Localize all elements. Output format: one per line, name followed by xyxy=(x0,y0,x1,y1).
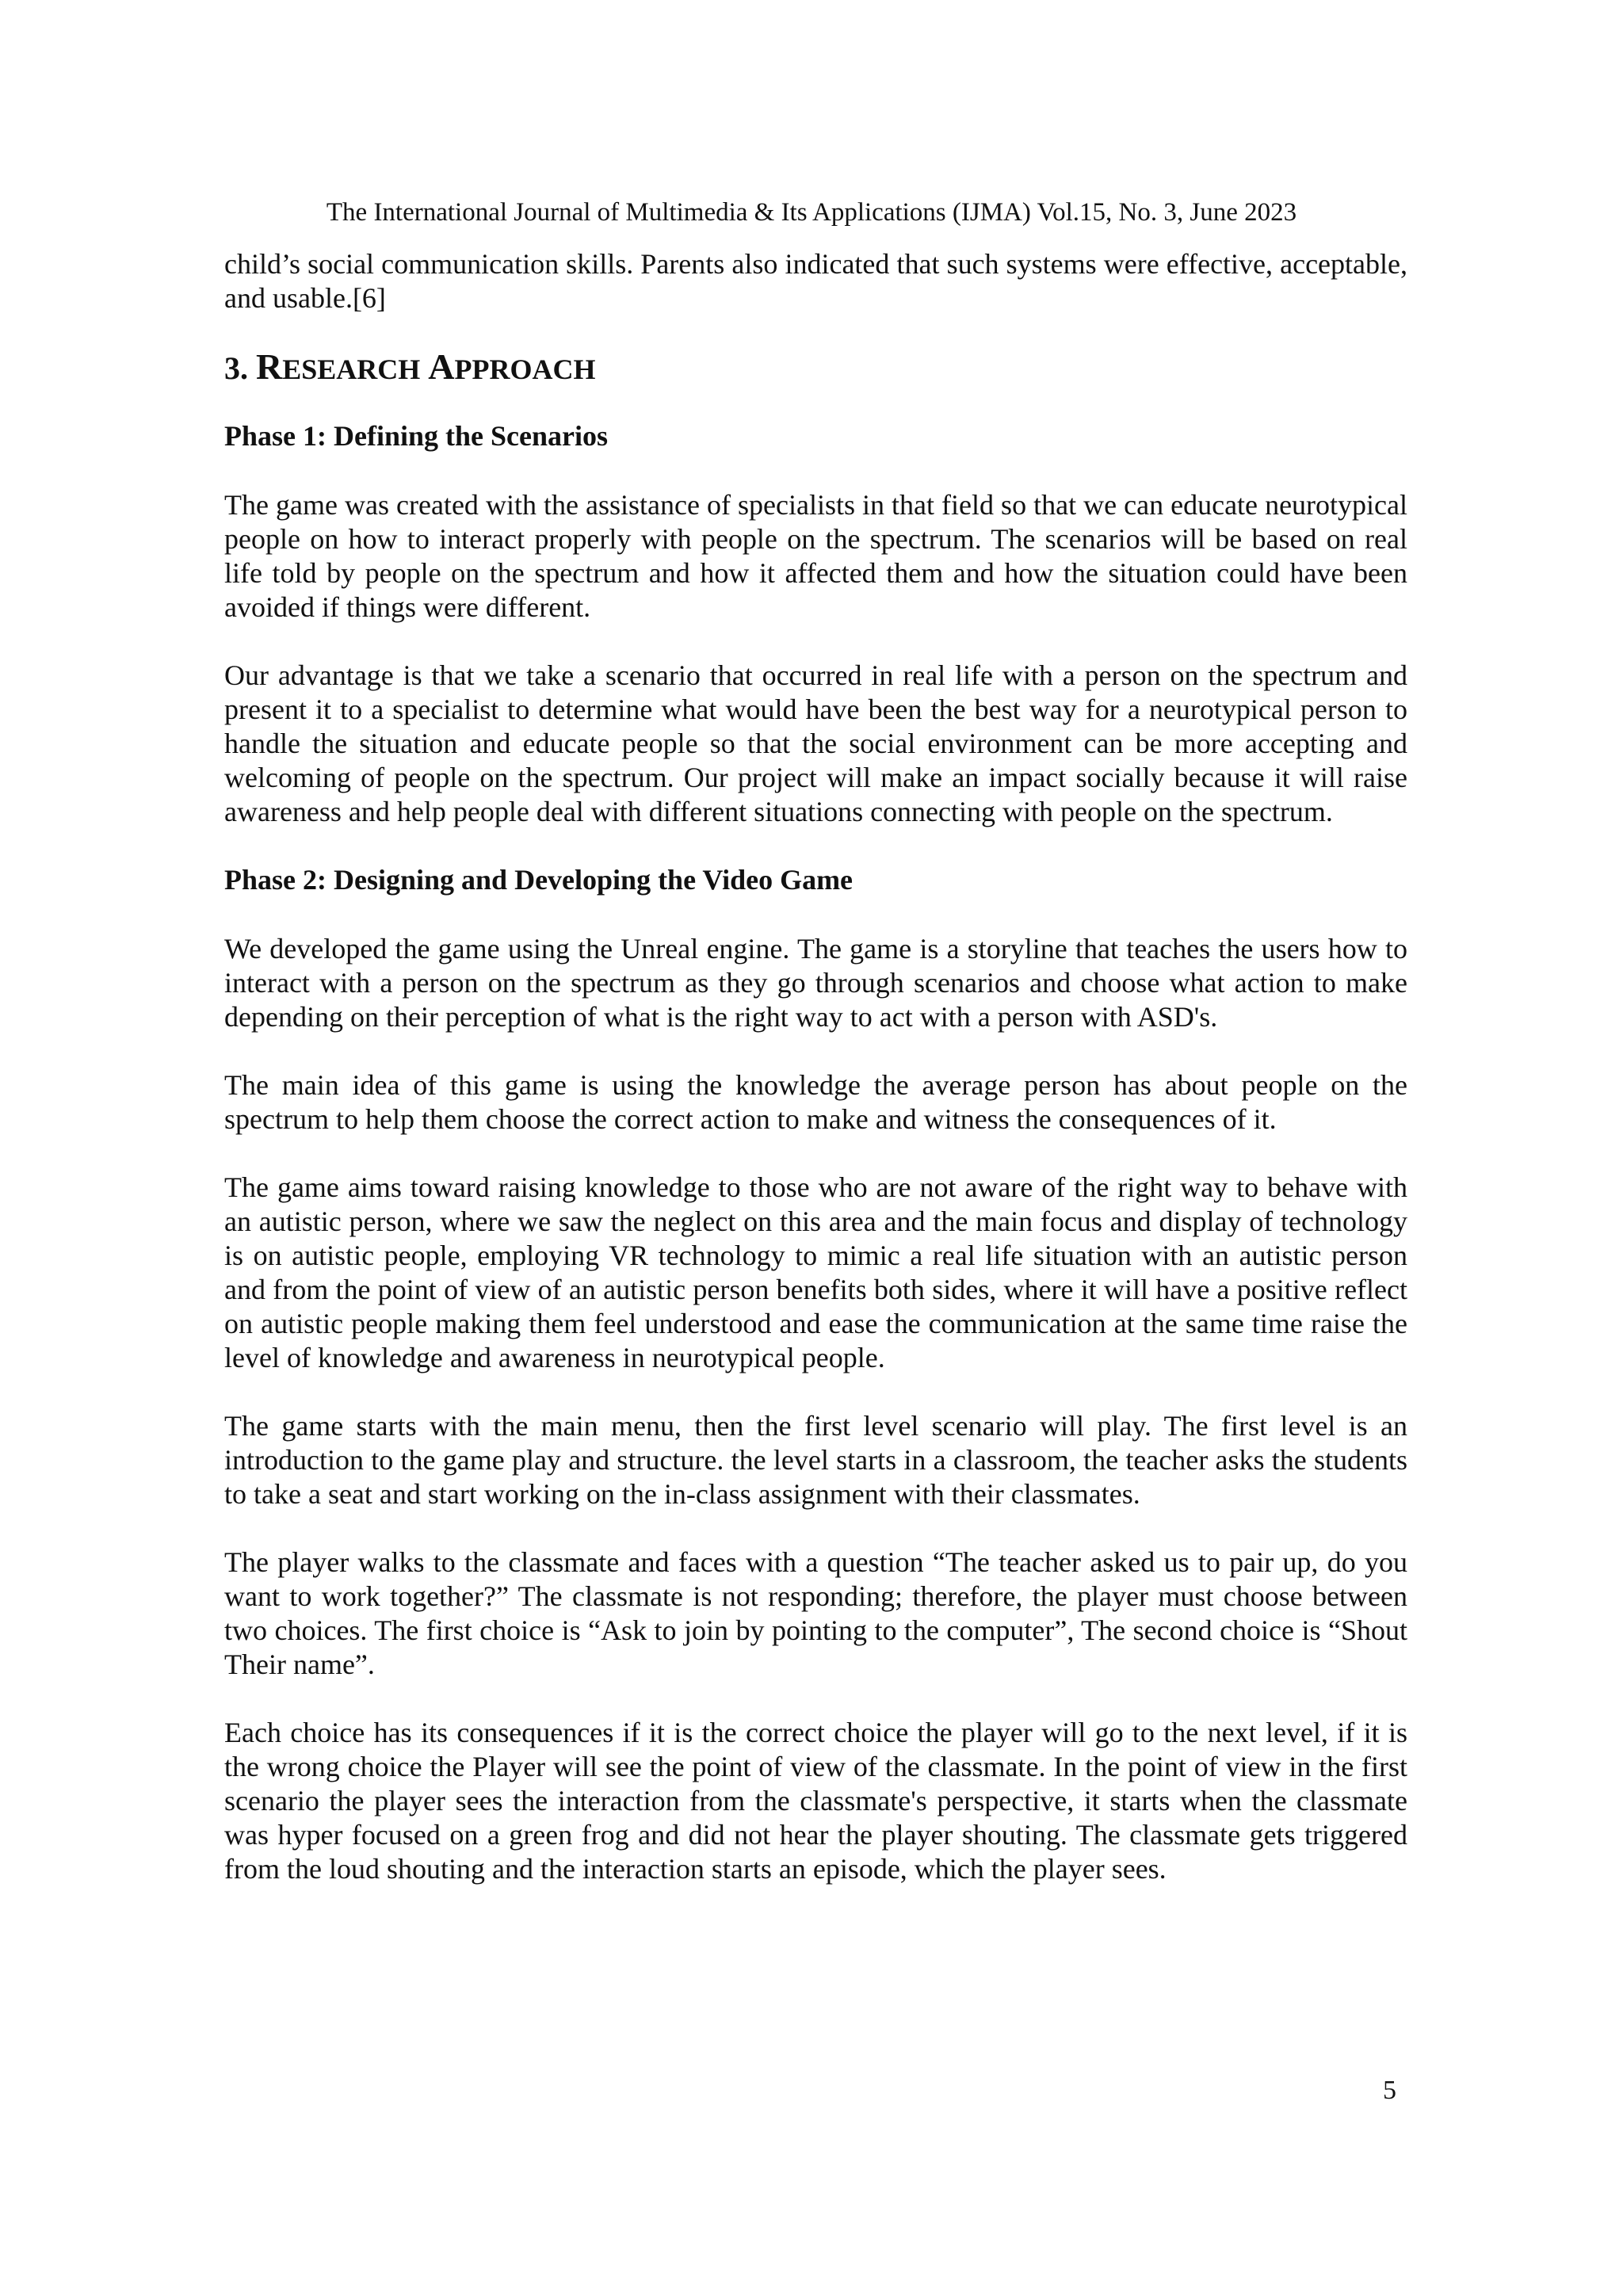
phase-2-paragraph-6: Each choice has its consequences if it is the correct choice the player will go to the next level, if it is the wrong choice the Player will see the point of view of the classmate. In the point of view in the first scenario the player sees the interaction from the classmate's perspective, it starts when the classmate was hyper focused on a green frog and did not hear the player shouting. The classmate gets triggered from the loud shouting and the interaction starts an episode, which the player sees. xyxy=(224,1717,1407,1885)
intro-continuation-paragraph: child’s social communication skills. Parents also indicated that such systems were effective, acceptable, and usable.[6] xyxy=(224,248,1407,314)
running-header: The International Journal of Multimedia & Its Applications (IJMA) Vol.15, No. 3, June 2023 xyxy=(326,198,1297,227)
phase-2-paragraph-3: The game aims toward raising knowledge to those who are not aware of the right way to behave with an autistic person, where we saw the neglect on this area and the main focus and display of technology is on autistic people, employing VR technology to mimic a real life situation with an autistic person and from the point of view of an autistic person benefits both sides, where it will have a positive reflect on autistic people making them feel understood and ease the communication at the same time raise the level of knowledge and awareness in neurotypical people. xyxy=(224,1171,1407,1373)
section-title-initial-1: R xyxy=(256,346,283,387)
phase-1-heading: Phase 1: Defining the Scenarios xyxy=(224,420,608,452)
section-heading xyxy=(224,347,1407,389)
section-title-rest-1: ESEARCH xyxy=(282,353,421,385)
page-number: 5 xyxy=(1383,2076,1396,2105)
phase-2-paragraph-5: The player walks to the classmate and faces with a question “The teacher asked us to pair up, do you want to work together?” The classmate is not responding; therefore, the player must choose between two choices. The first choice is “Ask to join by pointing to the computer”, The second choice is “Shout Their name”. xyxy=(224,1546,1407,1680)
phase-2-heading: Phase 2: Designing and Developing the Video Game xyxy=(224,864,854,896)
phase-1-paragraph-2: Our advantage is that we take a scenario that occurred in real life with a person on the spectrum and present it to a specialist to determine what would have been the best way for a neurotypical person to handle the situation and educate people so that the social environment can be more accepting and welcoming of people on the spectrum. Our project will make an impact socially because it will raise awareness and help people deal with different situations connecting with people on the spectrum. xyxy=(224,659,1407,827)
page-body xyxy=(224,247,1407,1920)
section-title-initial-2: A xyxy=(428,346,455,387)
phase-2-paragraph-1: We developed the game using the Unreal engine. The game is a storyline that teaches the users how to interact with a person on the spectrum as they go through scenarios and choose what action to make depending on their perception of what is the right way to act with a person with ASD's. xyxy=(224,933,1407,1033)
phase-2-paragraph-4: The game starts with the main menu, then the first level scenario will play. The first level is an introduction to the game play and structure. the level starts in a classroom, the teacher asks the students to take a seat and start working on the in-class assignment with their classmates. xyxy=(224,1410,1407,1510)
section-number: 3. xyxy=(224,350,248,386)
phase-1-paragraph-1: The game was created with the assistance of specialists in that field so that we can educate neurotypical people on how to interact properly with people on the spectrum. The scenarios will be based on real life told by people on the spectrum and how it affected them and how the situation could have been avoided if things were different. xyxy=(224,489,1407,623)
section-title-rest-2: PPROACH xyxy=(454,353,596,385)
phase-2-paragraph-2: The main idea of this game is using the knowledge the average person has about people on the spectrum to help them choose the correct action to make and witness the consequences of it. xyxy=(224,1069,1407,1135)
